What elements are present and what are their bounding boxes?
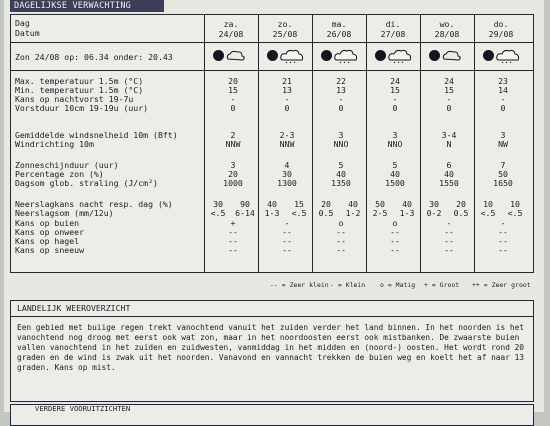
table-cell: NNO <box>333 139 349 149</box>
table-cell: 50 <box>498 169 508 179</box>
table-cell: -- <box>282 245 292 255</box>
table-cell: 30 <box>429 199 439 209</box>
table-cell: 1-3 <box>399 208 415 218</box>
table-cell: -- <box>282 236 292 246</box>
table-cell: 13 <box>336 85 346 95</box>
table-cell: - <box>284 218 290 228</box>
table-cell: o <box>338 218 344 228</box>
table-cell: 1000 <box>223 178 243 188</box>
table-cell: 1650 <box>493 178 513 188</box>
table-cell: - <box>338 94 344 104</box>
table-cell: 40 <box>402 199 412 209</box>
row-label: Kans op sneeuw <box>15 245 85 255</box>
table-cell: 2 <box>230 130 236 140</box>
table-cell: -- <box>390 245 400 255</box>
day-header-5 <box>481 19 521 39</box>
table-cell: -- <box>228 236 238 246</box>
table-cell: - <box>230 94 236 104</box>
national-overview <box>10 300 534 402</box>
table-cell: 22 <box>336 76 346 86</box>
table-cell: -- <box>228 245 238 255</box>
table-cell: NNO <box>387 139 403 149</box>
table-cell: 15 <box>294 199 304 209</box>
day-date: 26/08 <box>326 29 352 39</box>
table-cell: 2-5 <box>372 208 388 218</box>
table-cell: 1300 <box>277 178 297 188</box>
table-cell: - <box>284 94 290 104</box>
table-cell: -- <box>444 236 454 246</box>
table-cell: -- <box>336 245 346 255</box>
row-label: Min. temperatuur 1.5m (°C) <box>15 85 144 95</box>
table-cell: <.5 <box>507 208 523 218</box>
table-cell: 0.5 <box>453 208 469 218</box>
row-label: Kans op onweer <box>15 227 85 237</box>
day-date: 25/08 <box>272 29 298 39</box>
legend-item: o = Matig <box>380 281 416 289</box>
table-cell: 1-2 <box>345 208 361 218</box>
table-cell: 0 <box>392 103 398 113</box>
table-cell: 2-3 <box>279 130 295 140</box>
table-cell: 3 <box>338 130 344 140</box>
day-date: 27/08 <box>380 29 406 39</box>
sunrise-sunset: Zon 24/08 op: 06.34 onder: 20.43 <box>15 52 173 62</box>
day-date: 24/08 <box>218 29 244 39</box>
day-header-0 <box>211 19 251 39</box>
day-date: 29/08 <box>488 29 514 39</box>
table-cell: 24 <box>390 76 400 86</box>
table-cell: NNW <box>225 139 241 149</box>
table-cell: <.5 <box>291 208 307 218</box>
table-cell: 6 <box>446 160 452 170</box>
row-label: Percentage zon (%) <box>15 169 104 179</box>
table-cell: 40 <box>444 169 454 179</box>
row-label: Kans op buien <box>15 218 80 228</box>
table-cell: 5 <box>338 160 344 170</box>
day-header-1 <box>265 19 305 39</box>
table-cell: 15 <box>444 85 454 95</box>
row-label: Vorstduur 10cm 19-19u (uur) <box>15 103 149 113</box>
day-header-2 <box>319 19 359 39</box>
row-label: Windrichting 10m <box>15 139 94 149</box>
table-cell: 14 <box>498 85 508 95</box>
sun-cloud-icon <box>477 45 521 63</box>
table-cell: 10 <box>510 199 520 209</box>
sun-cloud-icon <box>261 45 305 63</box>
table-cell: 24 <box>444 76 454 86</box>
table-cell: -- <box>444 245 454 255</box>
table-cell: -- <box>282 227 292 237</box>
table-cell: -- <box>390 236 400 246</box>
table-cell: 3 <box>230 160 236 170</box>
legend-item: -- = Zeer klein <box>270 281 329 289</box>
table-cell: 4 <box>284 160 290 170</box>
table-cell: 3 <box>392 130 398 140</box>
table-cell: 15 <box>390 85 400 95</box>
row-label: Neerslagkans nacht resp. dag (%) <box>15 199 173 209</box>
table-cell: 7 <box>500 160 506 170</box>
day-name: ma. <box>331 19 347 29</box>
table-cell: 40 <box>348 199 358 209</box>
row-label: Zonneschijnduur (uur) <box>15 160 119 170</box>
row-label: Dagsom glob. straling (J/cm²) <box>15 178 158 188</box>
table-cell: 1500 <box>385 178 405 188</box>
legend-item: ++ = Zeer groot <box>472 281 531 289</box>
table-cell: 30 <box>213 199 223 209</box>
table-cell: 90 <box>240 199 250 209</box>
daily-forecast-table <box>10 14 534 273</box>
sun-cloud-icon <box>315 45 359 63</box>
table-cell: 13 <box>282 85 292 95</box>
overview-title: LANDELIJK WEEROVERZICHT <box>17 303 131 313</box>
day-name: do. <box>493 19 509 29</box>
table-cell: -- <box>390 227 400 237</box>
sun-icon <box>207 45 251 63</box>
table-cell: 1-3 <box>264 208 280 218</box>
row-label: Max. temperatuur 1.5m (°C) <box>15 76 144 86</box>
label-datum: Datum <box>15 28 40 38</box>
day-date: 28/08 <box>434 29 460 39</box>
table-cell: 40 <box>336 169 346 179</box>
table-cell: 50 <box>375 199 385 209</box>
row-label: Kans op nachtvorst 19-7u <box>15 94 134 104</box>
table-cell: -- <box>498 245 508 255</box>
table-cell: 20 <box>456 199 466 209</box>
table-cell: 20 <box>228 169 238 179</box>
table-cell: 0-2 <box>426 208 442 218</box>
table-cell: 21 <box>282 76 292 86</box>
row-label: Kans op hagel <box>15 236 80 246</box>
table-cell: 1350 <box>331 178 351 188</box>
table-cell: N <box>446 139 452 149</box>
legend-item: + = Groot <box>424 281 460 289</box>
table-cell: NW <box>498 139 508 149</box>
day-name: wo. <box>439 19 455 29</box>
table-cell: - <box>446 94 452 104</box>
table-cell: 15 <box>228 85 238 95</box>
table-cell: 6-14 <box>235 208 255 218</box>
table-cell: <.5 <box>210 208 226 218</box>
table-cell: 3-4 <box>441 130 457 140</box>
day-header-3 <box>373 19 413 39</box>
table-cell: - <box>446 218 452 228</box>
table-cell: 0.5 <box>318 208 334 218</box>
table-cell: 20 <box>228 76 238 86</box>
table-cell: NNW <box>279 139 295 149</box>
overview-text: Een gebied met buiige regen trekt vanochtend vanuit het zuiden verder het land binnen. In het noorden is het vanochtend nog droog met eerst ook wat zon, maar in het noordoosten eerst ook mistbanken. De zwaarste buien vallen vanochtend in het zuiden en zuidwesten, vanmiddag in het midden en (noord-) oosten. Het wordt rond 20 graden en de wind is zwak uit het noorden. Vanavond en vannacht trekken de buien weg en koelt het af naar 13 graden. Kans op mist. <box>17 323 524 372</box>
table-cell: - <box>392 94 398 104</box>
next-section-title: VERDERE VOORUITZICHTEN <box>35 404 131 413</box>
day-name: zo. <box>277 19 293 29</box>
table-cell: 5 <box>392 160 398 170</box>
table-cell: <.5 <box>480 208 496 218</box>
label-dag: Dag <box>15 18 30 28</box>
row-label: Gemiddelde windsnelheid 10m (Bft) <box>15 130 178 140</box>
forecast-paper <box>4 0 544 412</box>
table-cell: 0 <box>500 103 506 113</box>
table-cell: 0 <box>230 103 236 113</box>
table-cell: - <box>500 94 506 104</box>
table-cell: -- <box>336 236 346 246</box>
sun-icon <box>423 45 467 63</box>
table-cell: 30 <box>282 169 292 179</box>
table-cell: 1550 <box>439 178 459 188</box>
table-cell: 20 <box>321 199 331 209</box>
row-label: Neerslagsom (mm/12u) <box>15 208 114 218</box>
day-header-4 <box>427 19 467 39</box>
next-section <box>10 404 534 426</box>
table-cell: -- <box>336 227 346 237</box>
forecast-title: DAGELIJKSE VERWACHTING <box>10 0 164 12</box>
table-cell: -- <box>228 227 238 237</box>
table-cell: + <box>230 218 236 228</box>
table-cell: - <box>500 218 506 228</box>
table-cell: 0 <box>338 103 344 113</box>
sun-cloud-icon <box>369 45 413 63</box>
legend-item: - = Klein <box>330 281 366 289</box>
day-name: za. <box>223 19 239 29</box>
table-cell: -- <box>498 227 508 237</box>
table-cell: 3 <box>500 130 506 140</box>
table-cell: -- <box>498 236 508 246</box>
table-cell: 0 <box>446 103 452 113</box>
table-cell: 40 <box>390 169 400 179</box>
table-cell: -- <box>444 227 454 237</box>
day-name: di. <box>385 19 401 29</box>
table-cell: 40 <box>267 199 277 209</box>
table-cell: 10 <box>483 199 493 209</box>
table-cell: 23 <box>498 76 508 86</box>
table-cell: o <box>392 218 398 228</box>
table-cell: 0 <box>284 103 290 113</box>
